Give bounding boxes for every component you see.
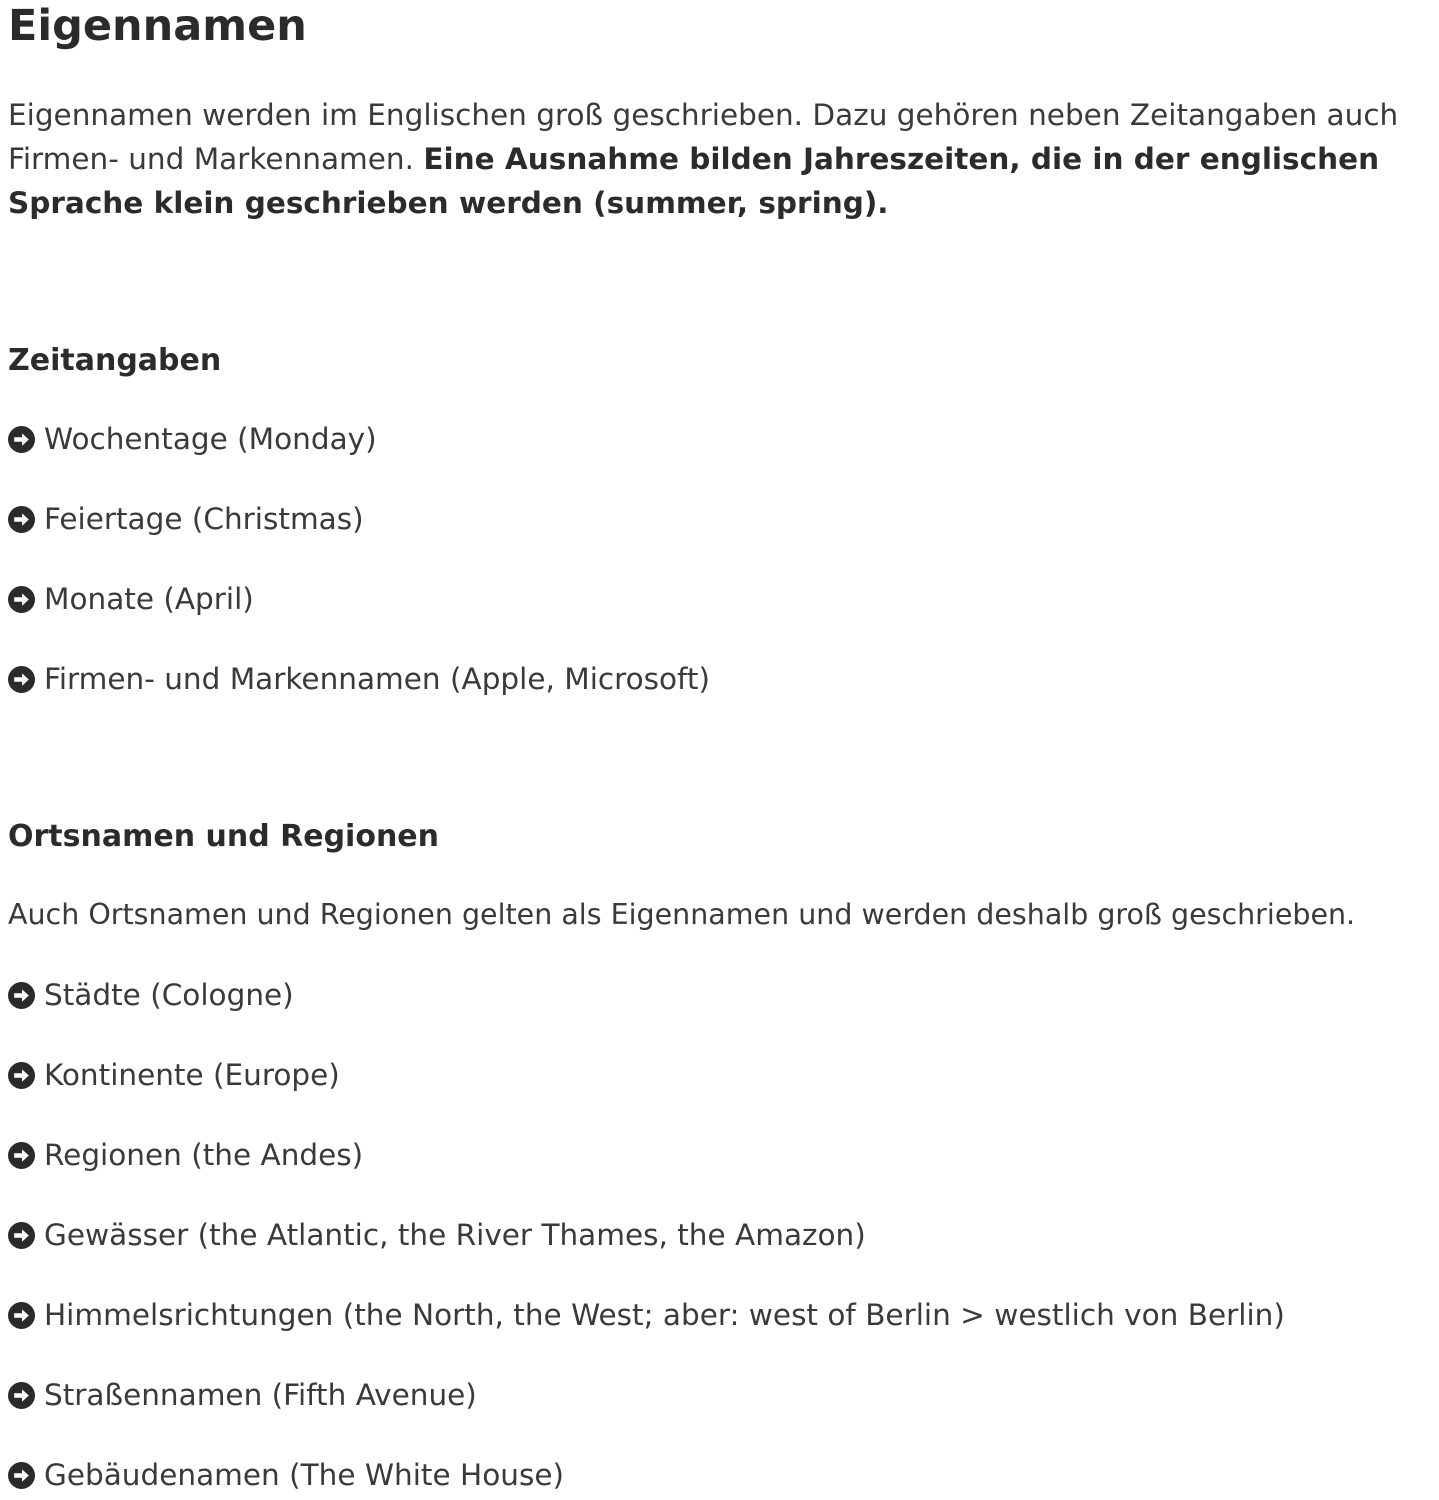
list-item: [8, 973, 294, 1017]
arrow-circle-right-icon: [8, 1222, 35, 1249]
list-item-text: Gewässer (the Atlantic, the River Thames, the Amazon): [44, 1218, 866, 1252]
arrow-circle-right-icon: [8, 1382, 35, 1409]
arrow-circle-right-icon: [8, 586, 35, 613]
arrow-circle-right-icon: [8, 666, 35, 693]
arrow-circle-right-icon: [8, 1142, 35, 1169]
list-item: [8, 497, 364, 541]
list-item: [8, 577, 254, 621]
list-item: [8, 1373, 477, 1417]
list-item: [8, 1133, 363, 1177]
list-item-text: Gebäudenamen (The White House): [44, 1458, 564, 1492]
list-item: [8, 1293, 1285, 1337]
intro-bold-text: Eine Ausnahme bilden Jahreszeiten, die in der englischen Sprache klein geschrieben werden (summer, spring).: [8, 142, 1380, 220]
list-item: [8, 417, 377, 461]
arrow-circle-right-icon: [8, 1462, 35, 1489]
arrow-circle-right-icon: [8, 982, 35, 1009]
arrow-circle-right-icon: [8, 1302, 35, 1329]
arrow-circle-right-icon: [8, 1062, 35, 1089]
section-title-zeitangaben: Zeitangaben: [8, 343, 222, 378]
list-item: [8, 1213, 866, 1257]
intro-text: Eigennamen werden im Englischen groß geschrieben. Dazu gehören neben Zeitangaben auch Firmen- und Markennamen.: [8, 98, 1399, 176]
list-item: [8, 657, 710, 701]
list-item: [8, 1053, 340, 1097]
arrow-circle-right-icon: [8, 506, 35, 533]
list-item: [8, 1453, 564, 1497]
list-item-text: Straßennamen (Fifth Avenue): [44, 1378, 477, 1412]
list-item-text: Kontinente (Europe): [44, 1058, 340, 1092]
arrow-circle-right-icon: [8, 426, 35, 453]
section-description: Auch Ortsnamen und Regionen gelten als Eigennamen und werden deshalb groß geschrieben.: [8, 898, 1356, 931]
list-item-text: Monate (April): [44, 582, 254, 616]
list-item-text: Wochentage (Monday): [44, 422, 377, 456]
list-item-text: Himmelsrichtungen (the North, the West; aber: west of Berlin > westlich von Berlin): [44, 1298, 1285, 1332]
list-item-text: Städte (Cologne): [44, 978, 294, 1012]
list-item-text: Regionen (the Andes): [44, 1138, 364, 1172]
page-title: Eigennamen: [8, 1, 307, 51]
list-item-text: Feiertage (Christmas): [44, 502, 364, 536]
list-item-text: Firmen- und Markennamen (Apple, Microsoft): [44, 662, 710, 696]
intro-paragraph: [8, 93, 1439, 225]
section-title-ortsnamen: Ortsnamen und Regionen: [8, 819, 440, 854]
